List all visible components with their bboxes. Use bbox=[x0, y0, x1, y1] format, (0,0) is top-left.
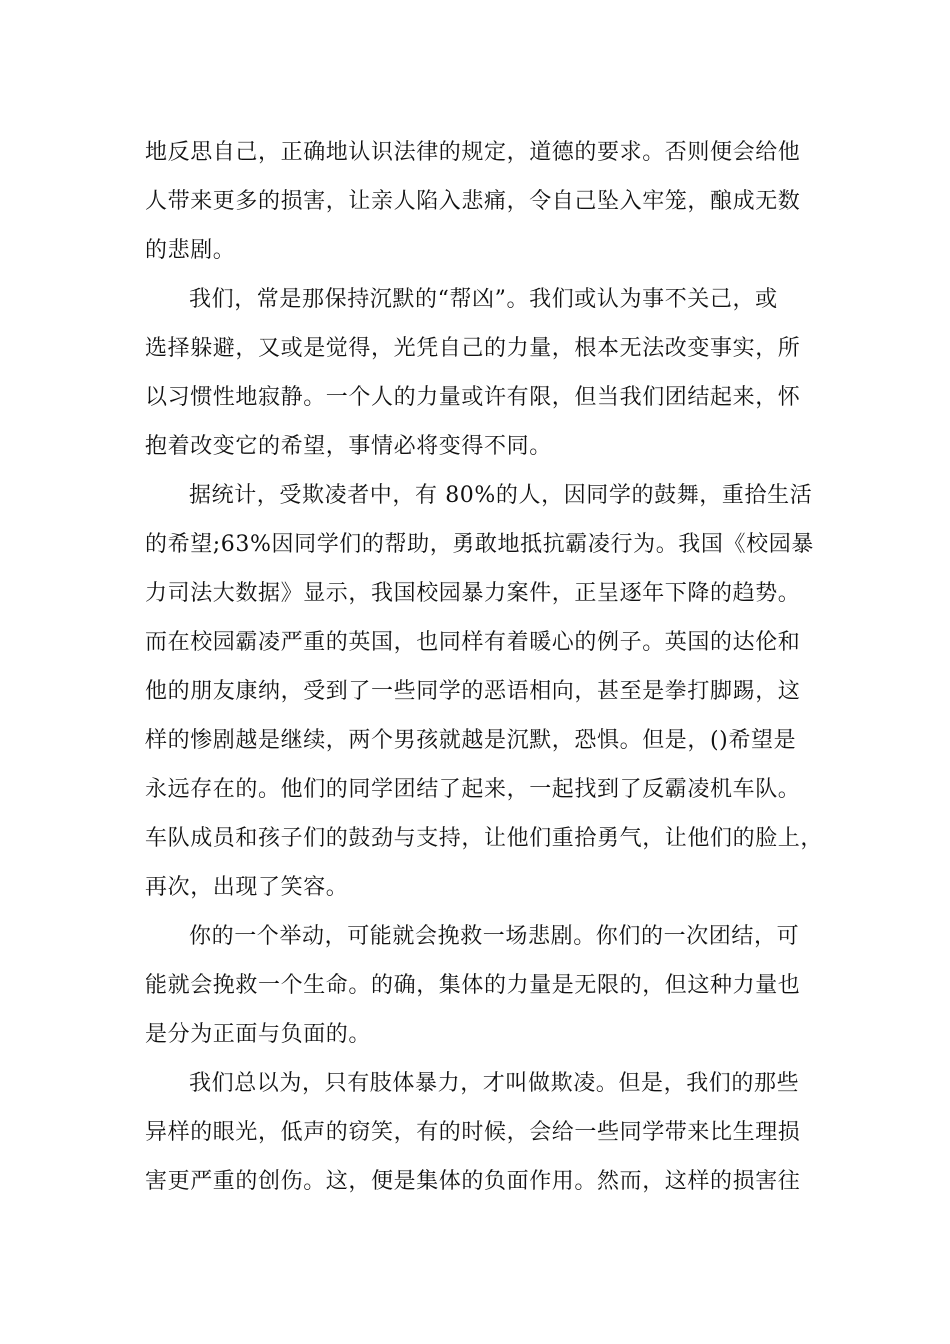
paragraph-1 bbox=[145, 128, 810, 275]
text-line: 车队成员和孩子们的鼓劲与支持，让他们重拾勇气，让他们的脸上， bbox=[145, 826, 824, 851]
text-line: 地反思自己，正确地认识法律的规定，道德的要求。否则便会给他 bbox=[145, 140, 801, 165]
text-line: 而在校园霸凌严重的英国，也同样有着暖心的例子。英国的达伦和 bbox=[145, 630, 801, 655]
text-line: 的希望;63%因同学们的帮助，勇敢地抵抗霸凌行为。我国《校园暴 bbox=[145, 532, 814, 557]
document-body bbox=[145, 128, 824, 1206]
text-line: 人带来更多的损害，让亲人陷入悲痛，令自己坠入牢笼，酿成无数 bbox=[145, 189, 801, 214]
paragraph-2 bbox=[145, 275, 810, 471]
text-line: 异样的眼光，低声的窃笑，有的时候，会给一些同学带来比生理损 bbox=[145, 1120, 801, 1145]
text-line: 能就会挽救一个生命。的确，集体的力量是无限的，但这种力量也 bbox=[145, 973, 801, 998]
text-line: 的悲剧。 bbox=[145, 238, 236, 263]
paragraph-4 bbox=[145, 912, 810, 1059]
text-line: 害更严重的创伤。这，便是集体的负面作用。然而，这样的损害往 bbox=[145, 1169, 801, 1194]
paragraph-5 bbox=[145, 1059, 810, 1206]
text-line: 抱着改变它的希望，事情必将变得不同。 bbox=[145, 434, 552, 459]
text-line: 选择躲避，又或是觉得，光凭自己的力量，根本无法改变事实，所 bbox=[145, 336, 801, 361]
text-line: 样的惨剧越是继续，两个男孩就越是沉默，恐惧。但是，()希望是 bbox=[145, 728, 797, 753]
text-line: 再次，出现了笑容。 bbox=[145, 875, 349, 900]
text-line: 我们，常是那保持沉默的“帮凶”。我们或认为事不关己，或 bbox=[189, 287, 778, 312]
text-line: 据统计，受欺凌者中，有 80%的人，因同学的鼓舞，重拾生活 bbox=[189, 483, 813, 508]
text-line: 是分为正面与负面的。 bbox=[145, 1022, 372, 1047]
text-line: 我们总以为，只有肢体暴力，才叫做欺凌。但是，我们的那些 bbox=[189, 1071, 800, 1096]
text-line: 永远存在的。他们的同学团结了起来，一起找到了反霸凌机车队。 bbox=[145, 777, 801, 802]
text-line: 力司法大数据》显示，我国校园暴力案件，正呈逐年下降的趋势。 bbox=[145, 581, 801, 606]
text-line: 他的朋友康纳，受到了一些同学的恶语相向，甚至是拳打脚踢，这 bbox=[145, 679, 801, 704]
paragraph-3 bbox=[145, 471, 824, 912]
text-line: 你的一个举动，可能就会挽救一场悲剧。你们的一次团结，可 bbox=[189, 924, 800, 949]
text-line: 以习惯性地寂静。一个人的力量或许有限，但当我们团结起来，怀 bbox=[145, 385, 801, 410]
